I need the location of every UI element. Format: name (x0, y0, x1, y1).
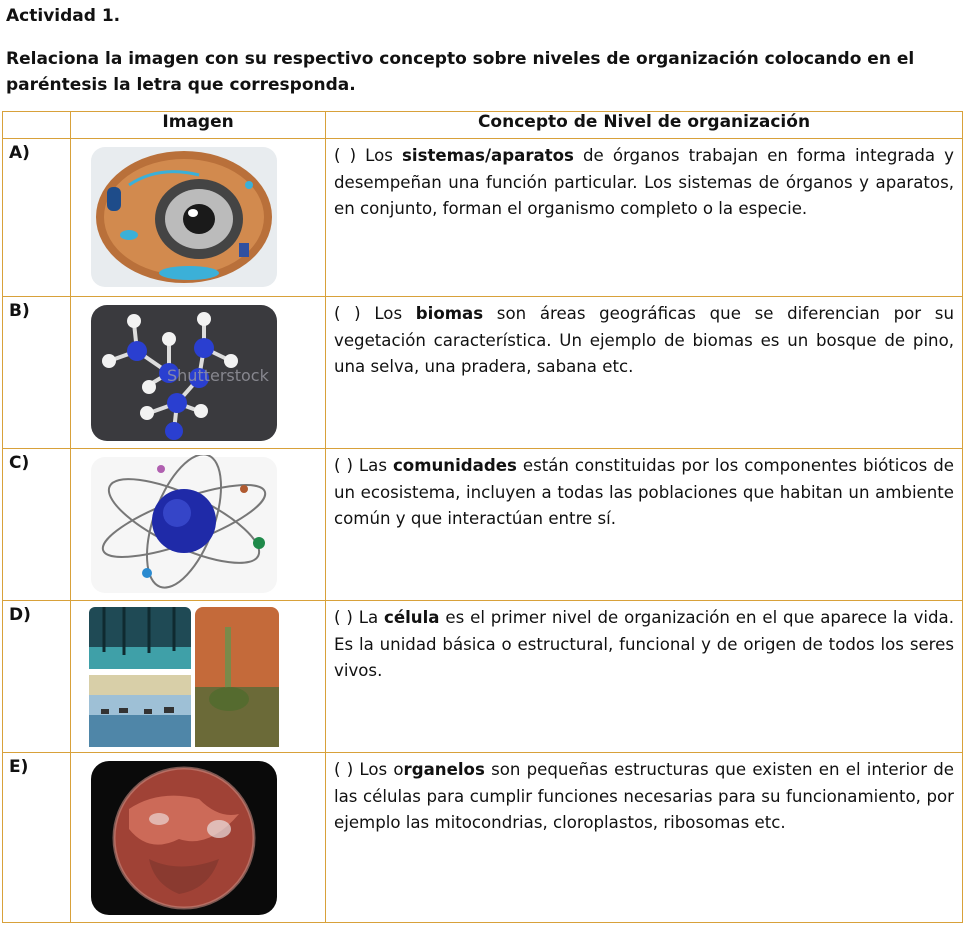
row-letter: D) (3, 601, 71, 753)
concept-text: La (352, 608, 385, 627)
concept-text: Los (356, 146, 402, 165)
table-row (3, 753, 963, 923)
answer-blank[interactable]: ( ) (334, 146, 357, 165)
table-header-row (3, 112, 963, 139)
table-row (3, 601, 963, 753)
header-letter-cell (3, 112, 71, 139)
table-row (3, 297, 963, 449)
concept-keyword: biomas (415, 304, 484, 323)
earth-globe (89, 759, 279, 917)
answer-blank[interactable]: ( ) (334, 304, 361, 323)
header-concept: Concepto de Nivel de organización (326, 112, 963, 139)
table-row (3, 139, 963, 297)
answer-blank[interactable]: ( ) (334, 760, 354, 779)
concept-keyword: rganelos (403, 760, 485, 779)
row-letter: A) (3, 139, 71, 297)
image-cell (71, 139, 326, 297)
answer-blank[interactable]: ( ) (334, 608, 353, 627)
atom-model (89, 455, 279, 595)
concept-text: están constituidas por los componentes bióticos de un ecosistema, incluyen a todas las poblaciones que habitan un ambiente común y que interactúan entre sí. (334, 456, 954, 528)
concept-text: Las (352, 456, 393, 475)
concept-cell (326, 753, 963, 923)
cell-illustration (89, 145, 279, 289)
image-cell (71, 297, 326, 449)
answer-blank[interactable]: ( ) (334, 456, 353, 475)
concept-keyword: sistemas/aparatos (402, 146, 574, 165)
concept-text: Los (360, 304, 416, 323)
concept-cell (326, 449, 963, 601)
concept-text: son pequeñas estructuras que existen en el interior de las células para cumplir funciones necesarias para su funcionamiento, por ejemplo las mitocondrias, cloroplastos, ribosomas etc. (334, 760, 954, 832)
concept-keyword: comunidades (392, 456, 517, 475)
biomes-collage (89, 607, 279, 749)
activity-title: Actividad 1. (6, 6, 121, 26)
image-cell (71, 601, 326, 753)
header-image: Imagen (71, 112, 326, 139)
concept-text: son áreas geográficas que se diferencian por su vegetación característica. Un ejemplo de biomas es un bosque de pino, una selva, una pradera, sabana etc. (334, 304, 954, 376)
concept-cell (326, 297, 963, 449)
concept-text: es el primer nivel de organización en el que aparece la vida. Es la unidad básica o estructural, funcional y de origen de todos los seres vivos. (334, 608, 954, 680)
image-cell (71, 449, 326, 601)
concept-text: Los o (353, 760, 404, 779)
instruction-text: Relaciona la imagen con su respectivo concepto sobre niveles de organización colocando en el paréntesis la letra que corresponda. (6, 49, 915, 95)
concept-keyword: célula (384, 608, 440, 627)
table-row (3, 449, 963, 601)
concept-cell (326, 601, 963, 753)
row-letter: C) (3, 449, 71, 601)
matching-table (2, 111, 963, 923)
watermark-text: Shutterstock (167, 366, 269, 385)
row-letter: B) (3, 297, 71, 449)
molecule-model (89, 303, 279, 443)
row-letter: E) (3, 753, 71, 923)
image-cell (71, 753, 326, 923)
concept-cell (326, 139, 963, 297)
concept-text: de órganos trabajan en forma integrada y desempeñan una función particular. Los sistemas de órganos y aparatos, en conjunto, forman el organismo completo o la especie. (334, 146, 954, 218)
